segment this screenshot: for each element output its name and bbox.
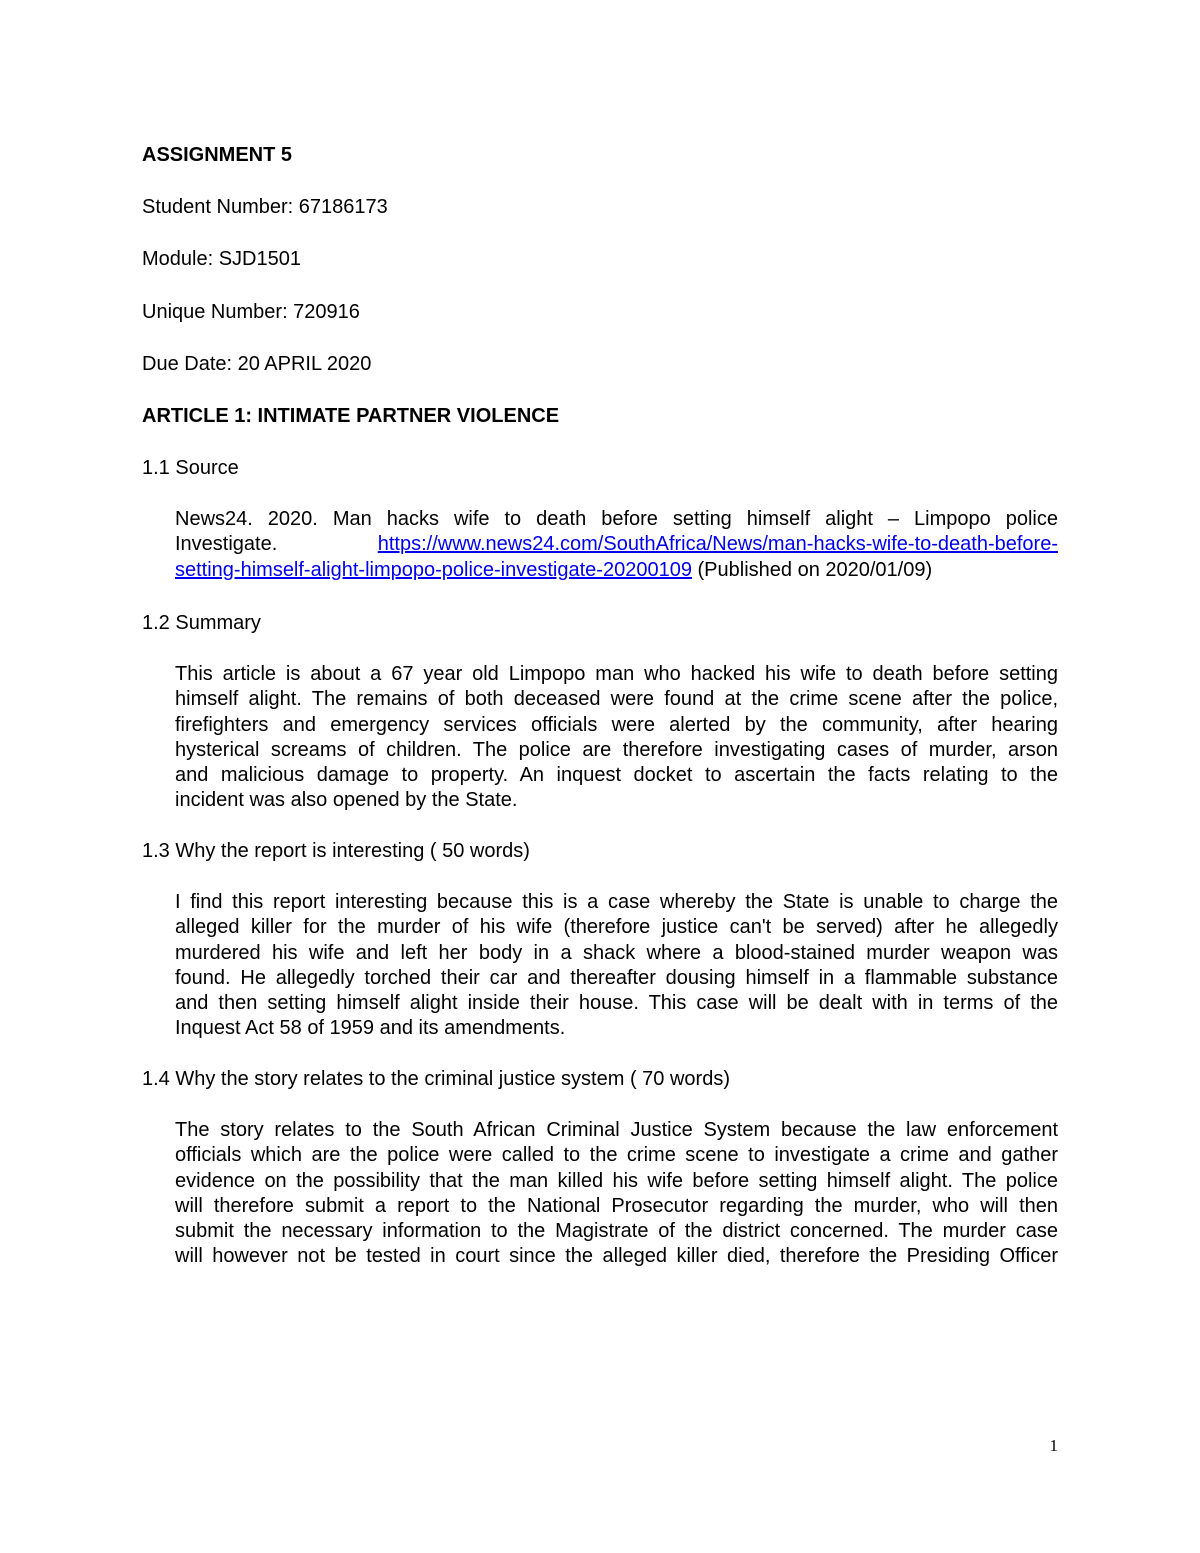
interesting-line: Inquest Act 58 of 1959 and its amendments. [175,1017,566,1040]
relates-line: submit the necessary information to the Magistrate of the district concerned. The murder case [175,1220,1058,1243]
relates-line: will therefore submit a report to the National Prosecutor regarding the murder, who will then [175,1194,1058,1217]
source-link-part-1[interactable]: https://www.news24.com/SouthAfrica/News/man-hacks-wife-to-death-before- [377,533,1058,556]
source-line-2-prefix: Investigate. [175,533,278,556]
interesting-line: and then setting himself alight inside their house. This case will be dealt with in terms of the [175,992,1058,1015]
source-line-2 [175,532,1058,557]
document-title: ASSIGNMENT 5 [142,144,293,166]
relates-heading: 1.4 Why the story relates to the criminal justice system ( 70 words) [142,1068,730,1090]
relates-line: The story relates to the South African Criminal Justice System because the law enforcement [175,1119,1058,1141]
relates-paragraph [175,1118,1058,1270]
interesting-heading: 1.3 Why the report is interesting ( 50 words) [142,840,530,862]
source-line-1: News24. 2020. Man hacks wife to death before setting himself alight – Limpopo police [175,508,1058,530]
summary-line: incident was also opened by the State. [175,789,518,812]
article-heading: ARTICLE 1: INTIMATE PARTNER VIOLENCE [142,405,560,427]
summary-heading: 1.2 Summary [142,612,261,634]
summary-line: and malicious damage to property. An inquest docket to ascertain the facts relating to the [175,764,1058,787]
summary-paragraph [175,662,1058,814]
summary-line: hysterical screams of children. The police are therefore investigating cases of murder, arson [175,738,1058,761]
summary-line: This article is about a 67 year old Limpopo man who hacked his wife to death before setting [175,663,1058,685]
due-date: Due Date: 20 APRIL 2020 [142,353,372,375]
module: Module: SJD1501 [142,248,301,270]
student-number: Student Number: 67186173 [142,196,388,218]
relates-line: evidence on the possibility that the man killed his wife before setting himself alight. The police [175,1169,1058,1192]
interesting-line: murdered his wife and left her body in a shack where a blood-stained murder weapon was [175,941,1058,964]
source-published-date: (Published on 2020/01/09) [691,558,933,581]
summary-line: firefighters and emergency services officials were alerted by the community, after hearing [175,713,1058,736]
relates-line: officials which are the police were called to the crime scene to investigate a crime and gather [175,1144,1058,1167]
source-link-part-2[interactable]: setting-himself-alight-limpopo-police-investigate-20200109 [175,558,692,581]
summary-line: himself alight. The remains of both deceased were found at the crime scene after the police, [175,688,1058,711]
interesting-line: found. He allegedly torched their car and thereafter dousing himself in a flammable substance [175,966,1058,989]
page-number: 1 [1049,1436,1058,1455]
unique-number: Unique Number: 720916 [142,301,360,323]
interesting-line: alleged killer for the murder of his wife (therefore justice can't be served) after he allegedly [175,916,1058,939]
source-citation [175,507,1058,583]
interesting-paragraph [175,890,1058,1042]
relates-line: will however not be tested in court since the alleged killer died, therefore the Presiding Officer [175,1245,1058,1268]
source-line-3 [175,558,1058,583]
interesting-line: I find this report interesting because this is a case whereby the State is unable to charge the [175,891,1058,913]
source-heading: 1.1 Source [142,457,239,479]
